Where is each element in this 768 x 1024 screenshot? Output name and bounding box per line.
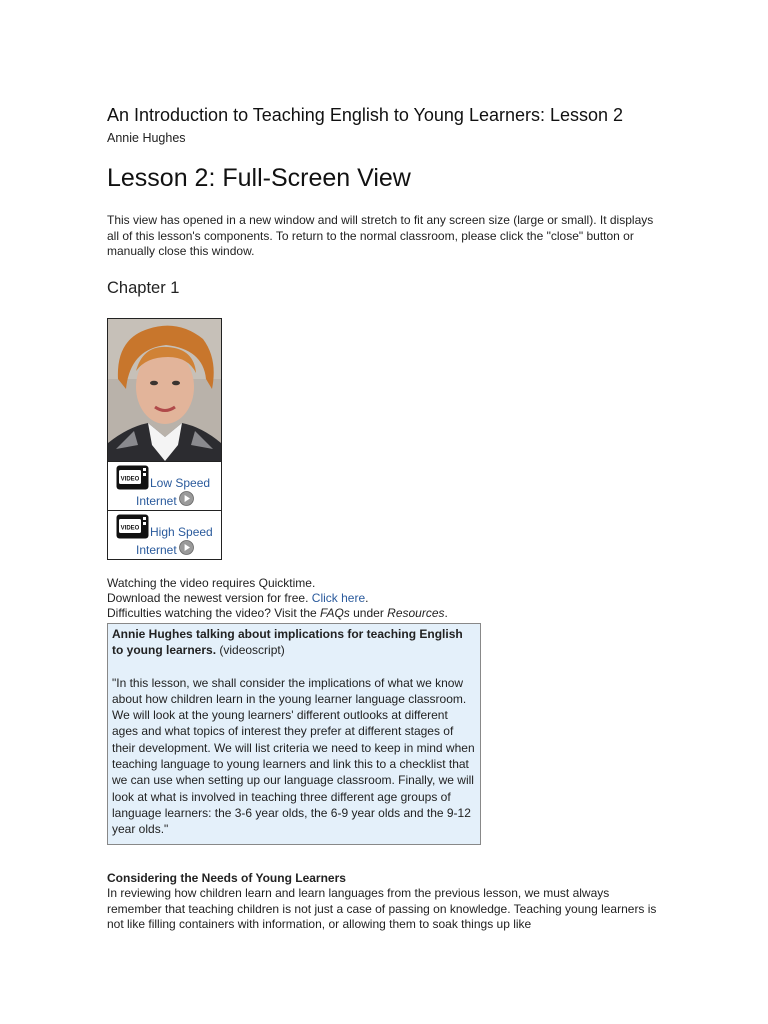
videoscript-tag: (videoscript) [216,643,285,658]
click-here-link[interactable]: Click here [311,591,366,605]
faqs-text: FAQs [320,606,350,620]
videoscript-heading-line [112,626,476,659]
lesson-title: Lesson 2: Full-Screen View [107,164,411,192]
play-icon[interactable] [179,540,194,555]
video-icon [116,465,149,490]
high-speed-video-link[interactable] [108,511,221,559]
high-speed-label[interactable]: High Speed [150,525,213,539]
video-icon-label: VIDEO [120,525,140,532]
section-body: In reviewing how children learn and learn languages from the previous lesson, we must always remember that teaching children is not just a case of passing on knowledge. Teaching young learners is not like filling containers with information, or allowing them to soak things up like [107,886,657,931]
chapter-heading: Chapter 1 [107,279,180,297]
videoscript-heading: Annie Hughes talking about implications for teaching English to young learners. [112,627,463,658]
lesson-intro: This view has opened in a new window and will stretch to fit any screen size (large or small). It displays all of this lesson's components. To return to the normal classroom, please click the "close" button or manually close this window. [107,213,654,258]
low-speed-video-link[interactable] [108,462,221,511]
videoscript-quote: "In this lesson, we shall consider the implications of what we know about how children learn in the young learner language classroom. We will look at the young learners' different outlooks at different ages and what topics of interest they prefer at different stages of their development. We will list criteria we need to keep in mind when teaching language to young learners and link this to a checklist that we can use when setting up our language classroom. Finally, we will look at what is involved in teaching three different age groups of language learners: the 3-6 year olds, the 6-9 year olds and the 9-12 year olds." [112,675,475,837]
section-heading: Considering the Needs of Young Learners [107,871,346,885]
high-speed-internet-label[interactable]: Internet [136,543,177,557]
video-panel [107,318,222,560]
quicktime-notice [107,576,448,621]
videoscript-box [107,623,481,845]
play-icon[interactable] [179,491,194,506]
author-name: Annie Hughes [107,131,186,145]
resources-text: Resources [387,606,445,620]
course-title: An Introduction to Teaching English to Young Learners: Lesson 2 [107,105,624,125]
video-icon-label: VIDEO [120,476,140,483]
quicktime-download-line: Download the newest version for free. Click here. [107,591,369,605]
video-icon [116,514,149,539]
faqs-help-line: Difficulties watching the video? Visit the FAQs under Resources. [107,606,448,620]
quicktime-requirement: Watching the video requires Quicktime. [107,576,316,590]
low-speed-label[interactable]: Low Speed [150,476,211,490]
presenter-photo [108,319,221,462]
low-speed-internet-label[interactable]: Internet [136,494,177,508]
